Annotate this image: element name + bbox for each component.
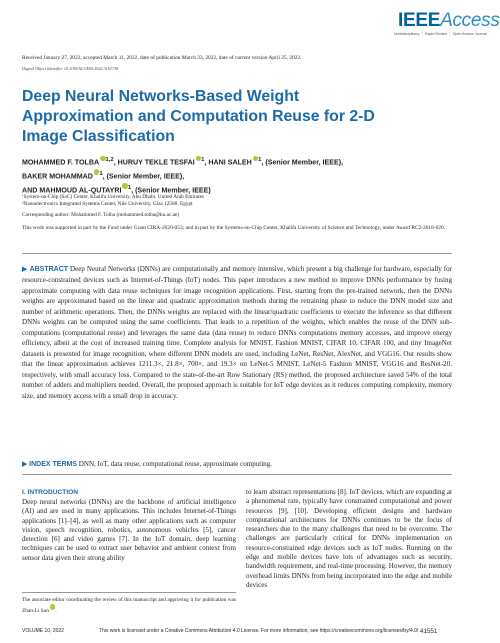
author-line-1 bbox=[22, 155, 452, 169]
index-terms bbox=[22, 459, 452, 470]
author-name: AND MAHMOUD AL-QUTAYRI bbox=[22, 186, 122, 195]
affiliation-mark: 1 bbox=[99, 170, 103, 177]
section-heading: I. INTRODUCTION bbox=[22, 489, 79, 496]
divider bbox=[22, 253, 452, 254]
author-name: BAKER MOHAMMAD bbox=[22, 172, 93, 181]
paper-title: Deep Neural Networks-Based Weight Approximation and Computation Reuse for 2-D Image Classification bbox=[22, 88, 375, 145]
publication-dates: Received January 27, 2022, accepted March 11, 2022, date of publication March 23, 2022, date of current version April 25, 2022. bbox=[22, 55, 302, 61]
funding-statement: This work was supported in part by the Fund under Grant CIRA-2020-053; and in part by the Systems-on-Chip Center, Khalifa University of Science and Technology, under Award RC2-2018-020. bbox=[22, 225, 446, 231]
author-list bbox=[22, 155, 452, 197]
author-line-2 bbox=[22, 169, 452, 183]
logo-ieee-text: IEEE bbox=[398, 10, 441, 31]
ieee-access-logo bbox=[398, 10, 500, 32]
abstract-heading: ABSTRACT bbox=[29, 266, 69, 273]
logo-access-text: Access bbox=[440, 10, 500, 31]
footer-license[interactable]: This work is licensed under a Creative Commons Attribution 4.0 License. For more information, see https://creativecommons.org/licenses/by/4.0/ bbox=[99, 628, 419, 634]
intro-left-column bbox=[22, 488, 236, 563]
index-terms-heading: INDEX TERMS bbox=[29, 461, 77, 468]
intro-right-column bbox=[246, 488, 452, 590]
author-name: , HURUY TEKLE TESFAI bbox=[113, 158, 195, 167]
editor-footnote: The associate editor coordinating the review of this manuscript and approving it for publication was Zhan-Li Sun . bbox=[22, 597, 236, 615]
journal-tagline: Multidisciplinary ⋮ Rapid Review ⋮ Open Access Journal bbox=[394, 32, 487, 36]
intro-paragraph-right: to learn abstract representations [8]. IoT devices, which are expanding at a phenomenal rate, typically have constrained computational and power resources [9], [10]. Developing efficient designs and hardware computational architectures for DNNs continues to be the focus of researchers due to the many challenges that need to be overcome. The challenges are particularly critical for DNNs implementation on resource-constrained edge devices such as IoT nodes. Running on the edge and mobile devices have lots of advantages such as security, bandwidth requirement, and real-time processing. However, the memory overhead limits DNNs from being incorporated into the edge and mobile devices bbox=[246, 488, 452, 589]
affiliation-mark: 1 bbox=[258, 157, 262, 163]
affiliation-2: ²Nanoelectronics Integrated Systems Center, Nile University, Giza 12588, Egypt bbox=[22, 200, 193, 207]
divider bbox=[22, 474, 452, 475]
orcid-icon[interactable] bbox=[50, 604, 55, 609]
footnote-text: The associate editor coordinating the review of this manuscript and approving it for publication was Zhan-Li Sun bbox=[22, 597, 236, 615]
affiliation-1: ¹System-on-Chip (SoC) Center, Khalifa University, Abu Dhabi, United Arab Emirates bbox=[22, 194, 204, 200]
author-membership: , (Senior Member, IEEE) bbox=[131, 186, 211, 195]
author-name: , HANI SALEH bbox=[204, 158, 252, 167]
author-membership: , (Senior Member, IEEE), bbox=[102, 172, 185, 181]
index-terms-text: DNN, IoT, data reuse, computational reuse, approximate computing. bbox=[78, 460, 272, 468]
footnote-divider bbox=[22, 592, 236, 593]
triangle-bullet-icon: ▶ bbox=[22, 265, 28, 273]
affiliation-mark: 1 bbox=[201, 157, 205, 163]
footer-volume: VOLUME 10, 2022 bbox=[22, 628, 64, 634]
corresponding-author: Corresponding author: Mohammed F. Tolba (mohammed.tolba@ku.ac.ae) bbox=[22, 211, 180, 218]
page-number: 41551 bbox=[420, 628, 438, 635]
triangle-bullet-icon: ▶ bbox=[22, 460, 28, 468]
affiliation-mark: 1,2 bbox=[105, 157, 114, 163]
intro-paragraph-left: Deep neural networks (DNNs) are the backbone of artificial intelligence (AI) and are used in many applications. This includes Internet-of-Things applications [1]–[4], as well as many other applications such as computer vision, speech recognition, robotics, autonomous vehicles [5], cancer detection [6] and video games [7]. In the IoT domain, deep learning techniques can be used to extract user behavior and ambient context from sensor data given their strong ability bbox=[22, 498, 236, 562]
doi: Digital Object Identifier 10.1109/ACCESS.2022.3161738 bbox=[22, 66, 119, 71]
author-name: MOHAMMED F. TOLBA bbox=[22, 158, 100, 167]
abstract bbox=[22, 264, 452, 401]
author-membership: , (Senior Member, IEEE), bbox=[261, 158, 344, 167]
abstract-text: Deep Neural Networks (DNNs) are computationally and memory intensive, which present a big challenge for hardware, especially for resource-constrained devices such as Internet-of-Things (IoT) nodes. This paper introduces a new method to improve DNNs performance by fusing approximate computing with data reuse techniques for image recognition applications. First, starting from the pre-trained network, then the DNNs weights are approximated based on the linear and quadratic approximation methods during the retraining phase to reduce the DNN model size and number of arithmetic operations. Then, the DNNs weights are replaced with the linear/quadratic coefficients to execute the inference so that different DNNs weights can be computed using the same coefficients. That leads to a repetition of the weights, which enables the reuse of the DNN sub-computations (computational reuse) and leverages the same data (data reuse) to reduce DNNs computations memory accesses, and improve energy efficiency, albeit at the cost of increased training time. Complete analysis for MNIST, Fashion MNIST, CIFAR 10, CIFAR 100, and tiny ImageNet datasets is presented for image recognition, where different DNN models are used, including LeNet, ResNet, AlexNet, and VGG16. Our results show that the linear approximation achieves 1211.3×, 21.8×, 700×, and 19.3× on LeNet-5 MNIST, LeNet-5 Fashion MNIST, VGG16 and ResNet-20. respectively, with small accuracy loss. Compared to the state-of-the-art Row Stationary (RS) method, the proposed architecture saved 54% of the total number of adders and multipliers needed. Overall, the proposed approach is suitable for IoT edge devices as it reduces computing complexity, memory size, and memory access with a small drop in accuracy. bbox=[22, 265, 453, 400]
affiliation-mark: 1 bbox=[127, 184, 132, 191]
